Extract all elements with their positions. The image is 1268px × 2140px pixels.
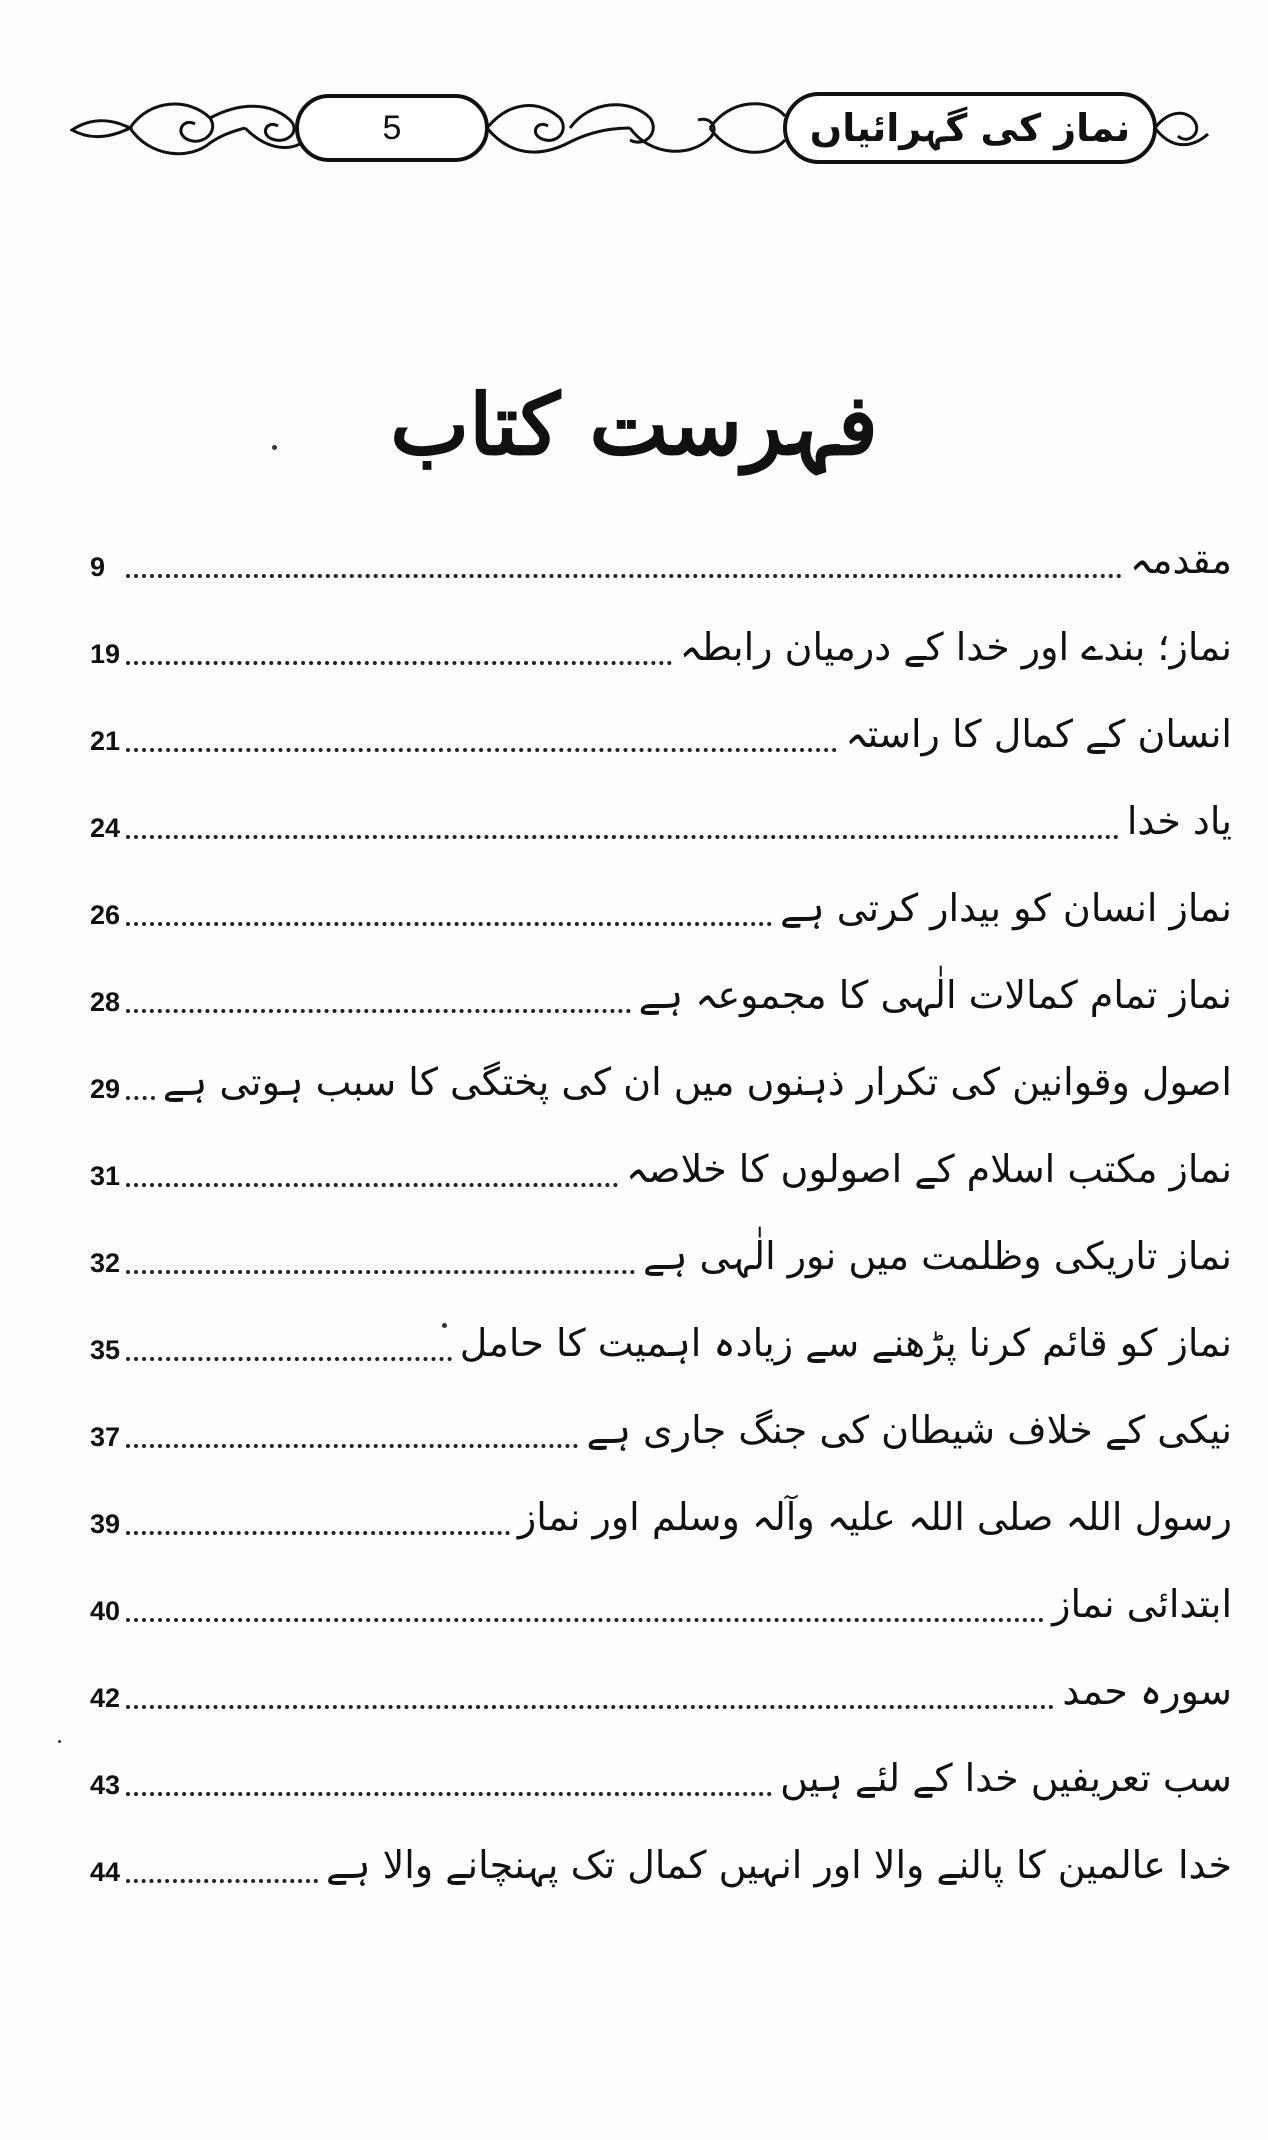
toc-page-number: 37: [90, 1422, 121, 1452]
leader-dots: [126, 922, 772, 926]
toc-entry-title: نماز تمام کمالات الٰہی کا مجموعہ ہے: [638, 973, 1232, 1017]
toc-page-number: 43: [90, 1770, 121, 1800]
leader-dots: [126, 1705, 1054, 1709]
toc-entry-title: خدا عالمین کا پالنے والا اور انہیں کمال تک پہنچانے والا ہے: [325, 1843, 1232, 1887]
toc-entry-title: انسان کے کمال کا راستہ: [845, 712, 1232, 756]
ink-speck: [58, 1740, 61, 1743]
toc-page-number: 26: [90, 900, 121, 930]
toc-page-number: 40: [90, 1596, 121, 1626]
toc-row: [90, 1833, 1232, 1893]
leader-dots: [126, 1618, 1044, 1622]
toc-row: [90, 1137, 1232, 1197]
toc-page-number: 44: [90, 1857, 121, 1887]
toc-row: [90, 702, 1232, 762]
toc-page-number: 39: [90, 1509, 121, 1539]
toc-page-number: 28: [90, 987, 121, 1017]
toc-row: [90, 876, 1232, 936]
leader-dots: [126, 1096, 155, 1100]
toc-row: [90, 1398, 1232, 1458]
toc-entry-title: سب تعریفیں خدا کے لئے ہیں: [780, 1756, 1232, 1800]
toc-row: [90, 1224, 1232, 1284]
toc-row: [90, 1311, 1232, 1371]
leader-dots: [126, 748, 837, 752]
toc-entry-title: مقدمہ: [1129, 538, 1232, 582]
toc-page-number: 19: [90, 639, 121, 669]
toc-page-number: 21: [90, 726, 121, 756]
toc-row: [90, 1746, 1232, 1806]
leader-dots: [126, 1357, 452, 1361]
toc-page-number: 29: [90, 1074, 121, 1104]
toc-row: [90, 1050, 1232, 1110]
ink-speck: [272, 445, 277, 450]
toc-page-number: 9: [90, 552, 106, 582]
toc-row: [90, 1485, 1232, 1545]
toc-row: [90, 1572, 1232, 1632]
toc-entry-title: نماز تاریکی وظلمت میں نور الٰہی ہے: [642, 1234, 1232, 1278]
toc-page-number: 42: [90, 1683, 121, 1713]
leader-dots: [126, 1531, 510, 1535]
toc-row: [90, 615, 1232, 675]
toc-page-number: 24: [90, 813, 121, 843]
toc-entry-title: یاد خدا: [1126, 799, 1232, 843]
book-title: نماز کی گہرائیاں: [809, 106, 1131, 150]
toc-entry-title: نماز؛ بندے اور خدا کے درمیان رابطہ: [679, 625, 1232, 669]
toc-page-number: 32: [90, 1248, 121, 1278]
leader-dots: [126, 1792, 772, 1796]
leader-dots: [126, 1444, 578, 1448]
toc-entry-title: نماز مکتب اسلام کے اصولوں کا خلاصہ: [626, 1147, 1232, 1191]
page-number: 5: [382, 109, 402, 147]
toc-entry-title: نماز انسان کو بیدار کرتی ہے: [780, 886, 1232, 930]
toc-row: [90, 963, 1232, 1023]
toc-entry-title: رسول اللہ صلی اللہ علیہ وآلہ وسلم اور نماز: [517, 1495, 1232, 1539]
leader-dots: [126, 1009, 631, 1013]
leader-dots: [126, 835, 1119, 839]
ink-speck: [442, 1323, 447, 1328]
leader-dots: [126, 574, 1122, 578]
toc-row: [90, 1659, 1232, 1719]
leader-dots: [126, 1270, 635, 1274]
toc-page-number: 31: [90, 1161, 121, 1191]
toc-entry-title: نماز کو قائم کرنا پڑھنے سے زیادہ اہمیت کا حامل: [459, 1321, 1232, 1365]
toc-entry-title: سورہ حمد: [1062, 1669, 1232, 1713]
toc-page-number: 35: [90, 1335, 121, 1365]
toc-entry-title: ابتدائی نماز: [1052, 1582, 1232, 1626]
leader-dots: [126, 1879, 318, 1883]
leader-dots: [126, 661, 672, 665]
toc-entry-title: نیکی کے خلاف شیطان کی جنگ جاری ہے: [586, 1408, 1232, 1452]
leader-dots: [126, 1183, 618, 1187]
toc-row: [90, 789, 1232, 849]
toc-row: [90, 528, 1232, 588]
toc-entry-title: اصول وقوانین کی تکرار ذہنوں میں ان کی پختگی کا سبب ہوتی ہے: [162, 1060, 1232, 1104]
page-title: فہرست کتاب: [390, 375, 878, 474]
